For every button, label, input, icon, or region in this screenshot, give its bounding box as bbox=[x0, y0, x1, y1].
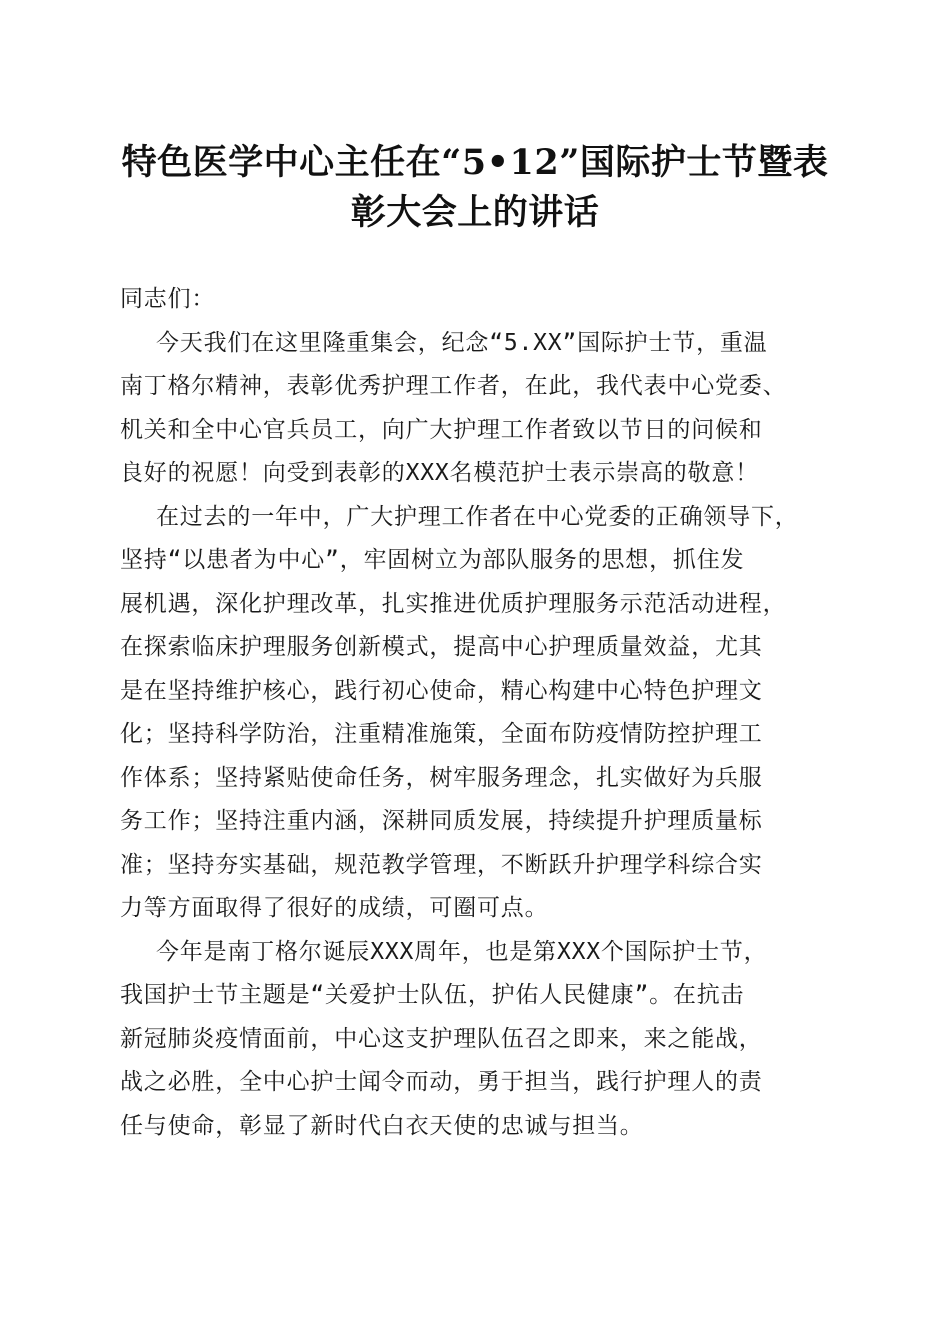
text-line: 务工作；坚持注重内涵，深耕同质发展，持续提升护理质量标 bbox=[120, 808, 763, 834]
text-line: 战之必胜，全中心护士闻令而动，勇于担当，践行护理人的责 bbox=[120, 1069, 763, 1095]
text-line: 在探索临床护理服务创新模式，提高中心护理质量效益，尤其 bbox=[120, 634, 763, 660]
text-line: 准；坚持夯实基础，规范教学管理，不断跃升护理学科综合实 bbox=[120, 851, 763, 878]
text-line: 机关和全中心官兵员工，向广大护理工作者致以节日的问候和 bbox=[120, 416, 763, 443]
text-line: 坚持“以患者为中心”，牢固树立为部队服务的思想，抓住发 bbox=[120, 547, 745, 573]
salutation: 同志们： bbox=[120, 286, 216, 312]
text-line: 南丁格尔精神，表彰优秀护理工作者，在此，我代表中心党委、 bbox=[120, 373, 787, 399]
text-line: 力等方面取得了很好的成绩，可圈可点。 bbox=[120, 895, 549, 921]
title-line: 彰大会上的讲话 bbox=[350, 192, 600, 233]
text-line: 任与使命，彰显了新时代白衣天使的忠诚与担当。 bbox=[120, 1112, 644, 1139]
text-line: 新冠肺炎疫情面前，中心这支护理队伍召之即来，来之能战， bbox=[120, 1025, 763, 1052]
text-line: 作体系；坚持紧贴使命任务，树牢服务理念，扎实做好为兵服 bbox=[120, 764, 763, 791]
text-line: 我国护士节主题是“关爱护士队伍，护佑人民健康”。在抗击 bbox=[120, 982, 745, 1008]
text-line: 展机遇，深化护理改革，扎实推进优质护理服务示范活动进程， bbox=[120, 590, 787, 617]
document-body bbox=[120, 278, 832, 1148]
title-line: 特色医学中心主任在“5•12”国际护士节暨表 bbox=[121, 142, 829, 183]
paragraph-3 bbox=[120, 931, 832, 1149]
text-line: 是在坚持维护核心，践行初心使命，精心构建中心特色护理文 bbox=[120, 677, 763, 704]
text-line: 化；坚持科学防治，注重精准施策，全面布防疫情防控护理工 bbox=[120, 721, 763, 747]
document-title bbox=[110, 138, 840, 238]
paragraph-1 bbox=[120, 322, 832, 496]
text-line: 今天我们在这里隆重集会，纪念“5.XX”国际护士节，重温 bbox=[156, 329, 768, 356]
text-line: 在过去的一年中，广大护理工作者在中心党委的正确领导下， bbox=[156, 503, 799, 530]
paragraph-2 bbox=[120, 496, 832, 931]
text-line: 良好的祝愿！向受到表彰的XXX名模范护士表示崇高的敬意！ bbox=[120, 460, 759, 486]
text-line: 今年是南丁格尔诞辰XXX周年，也是第XXX个国际护士节， bbox=[156, 938, 768, 965]
